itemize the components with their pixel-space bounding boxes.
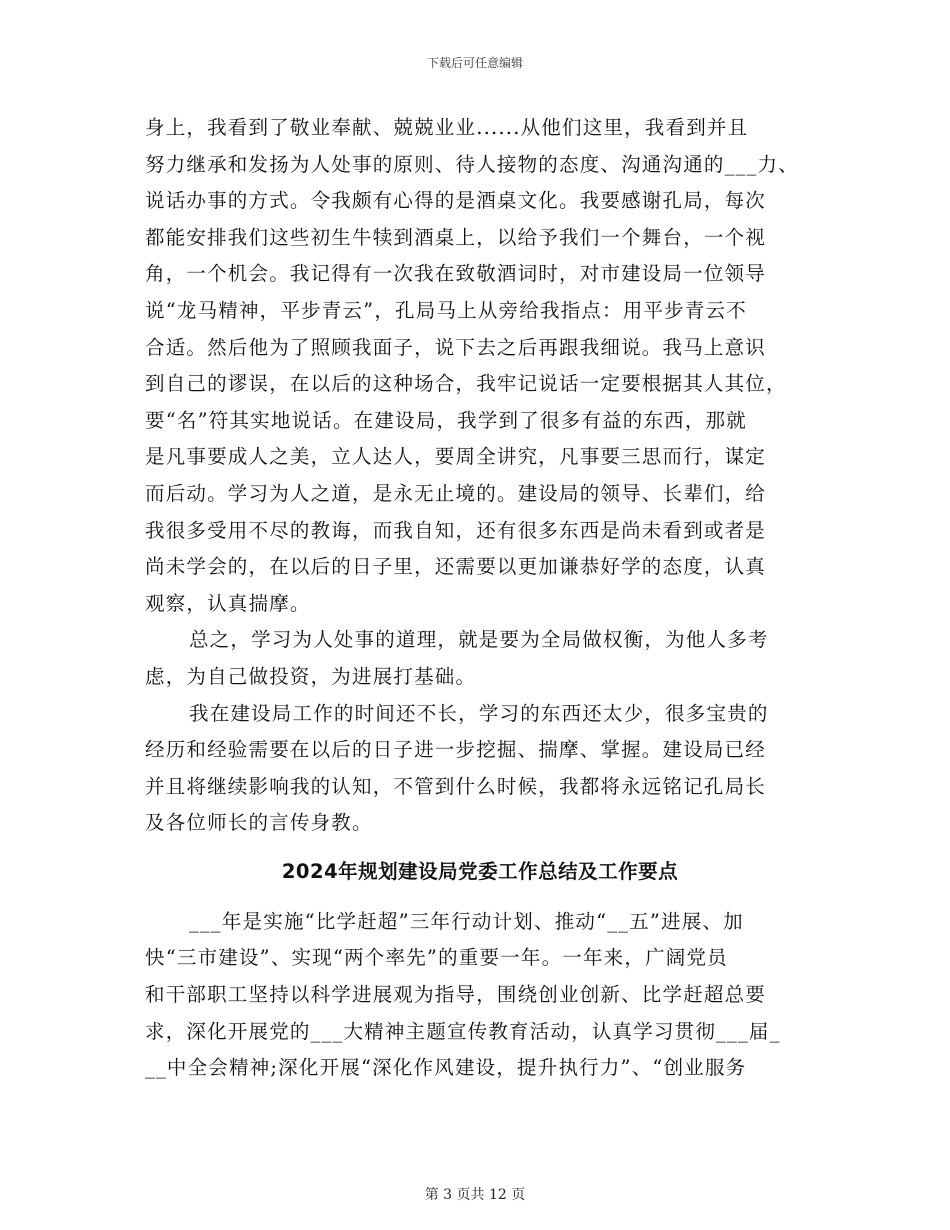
paragraph-1 bbox=[145, 110, 815, 622]
text-line: 角，一个机会。我记得有一次我在致敬酒词时，对市建设局一位领导 bbox=[145, 262, 767, 286]
text-line: 合适。然后他为了照顾我面子，说下去之后再跟我细说。我马上意识 bbox=[145, 335, 767, 359]
text-line: 及各位师长的言传身教。 bbox=[145, 811, 373, 835]
text-line: 求，深化开展党的___大精神主题宣传教育活动，认真学习贯彻___届_ bbox=[145, 1019, 781, 1043]
text-line: ___年是实施“比学赶超”三年行动计划、推动“__五”进展、加 bbox=[189, 909, 744, 933]
section-heading: 2024年规划建设局党委工作总结及工作要点 bbox=[281, 859, 679, 883]
text-line: 说话办事的方式。令我颇有心得的是酒桌文化。我要感谢孔局，每次 bbox=[145, 189, 767, 213]
text-line: 和干部职工坚持以科学进展观为指导，围绕创业创新、比学赶超总要 bbox=[145, 983, 767, 1007]
document-body bbox=[145, 110, 815, 1087]
text-line: 而后动。学习为人之道，是永无止境的。建设局的领导、长辈们，给 bbox=[145, 481, 767, 505]
text-line: 并且将继续影响我的认知，不管到什么时候，我都将永远铭记孔局长 bbox=[145, 774, 767, 798]
text-line: 我很多受用不尽的教诲，而我自知，还有很多东西是尚未看到或者是 bbox=[145, 518, 767, 542]
text-line: 是凡事要成人之美，立人达人，要周全讲究，凡事要三思而行，谋定 bbox=[145, 445, 767, 469]
text-line: 经历和经验需要在以后的日子进一步挖掘、揣摩、掌握。建设局已经 bbox=[145, 738, 767, 762]
text-line: 身上，我看到了敬业奉献、兢兢业业......从他们这里，我看到并且 bbox=[145, 116, 749, 139]
paragraph-2 bbox=[145, 622, 815, 695]
text-line: 虑，为自己做投资，为进展打基础。 bbox=[145, 664, 477, 688]
text-line: 说“龙马精神，平步青云”，孔局马上从旁给我指点：用平步青云不 bbox=[145, 298, 747, 322]
text-line: 观察，认真揣摩。 bbox=[145, 591, 311, 615]
text-line: 到自己的谬误，在以后的这种场合，我牢记说话一定要根据其人其位， bbox=[145, 372, 787, 396]
page-header: 下载后可任意编辑 bbox=[426, 56, 523, 70]
page-footer: 第 3 页共 12 页 bbox=[424, 1187, 526, 1203]
text-line: 尚未学会的，在以后的日子里，还需要以更加谦恭好学的态度，认真 bbox=[145, 555, 767, 579]
text-line: __中全会精神;深化开展“深化作风建设，提升执行力”、“创业服务 bbox=[145, 1056, 747, 1080]
text-line: 我在建设局工作的时间还不长，学习的东西还太少，很多宝贵的 bbox=[189, 701, 769, 725]
text-line: 快“三市建设”、实现“两个率先”的重要一年。一年来，广阔党员 bbox=[145, 946, 728, 970]
text-line: 都能安排我们这些初生牛犊到酒桌上，以给予我们一个舞台，一个视 bbox=[145, 225, 767, 249]
paragraph-3 bbox=[145, 696, 815, 842]
text-line: 努力继承和发扬为人处事的原则、待人接物的态度、沟通沟通的___力、 bbox=[145, 152, 799, 176]
text-line: 总之，学习为人处事的道理，就是要为全局做权衡，为他人多考 bbox=[189, 628, 769, 652]
paragraph-4 bbox=[145, 904, 815, 1087]
text-line: 要“名”符其实地说话。在建设局，我学到了很多有益的东西，那就 bbox=[145, 408, 747, 432]
